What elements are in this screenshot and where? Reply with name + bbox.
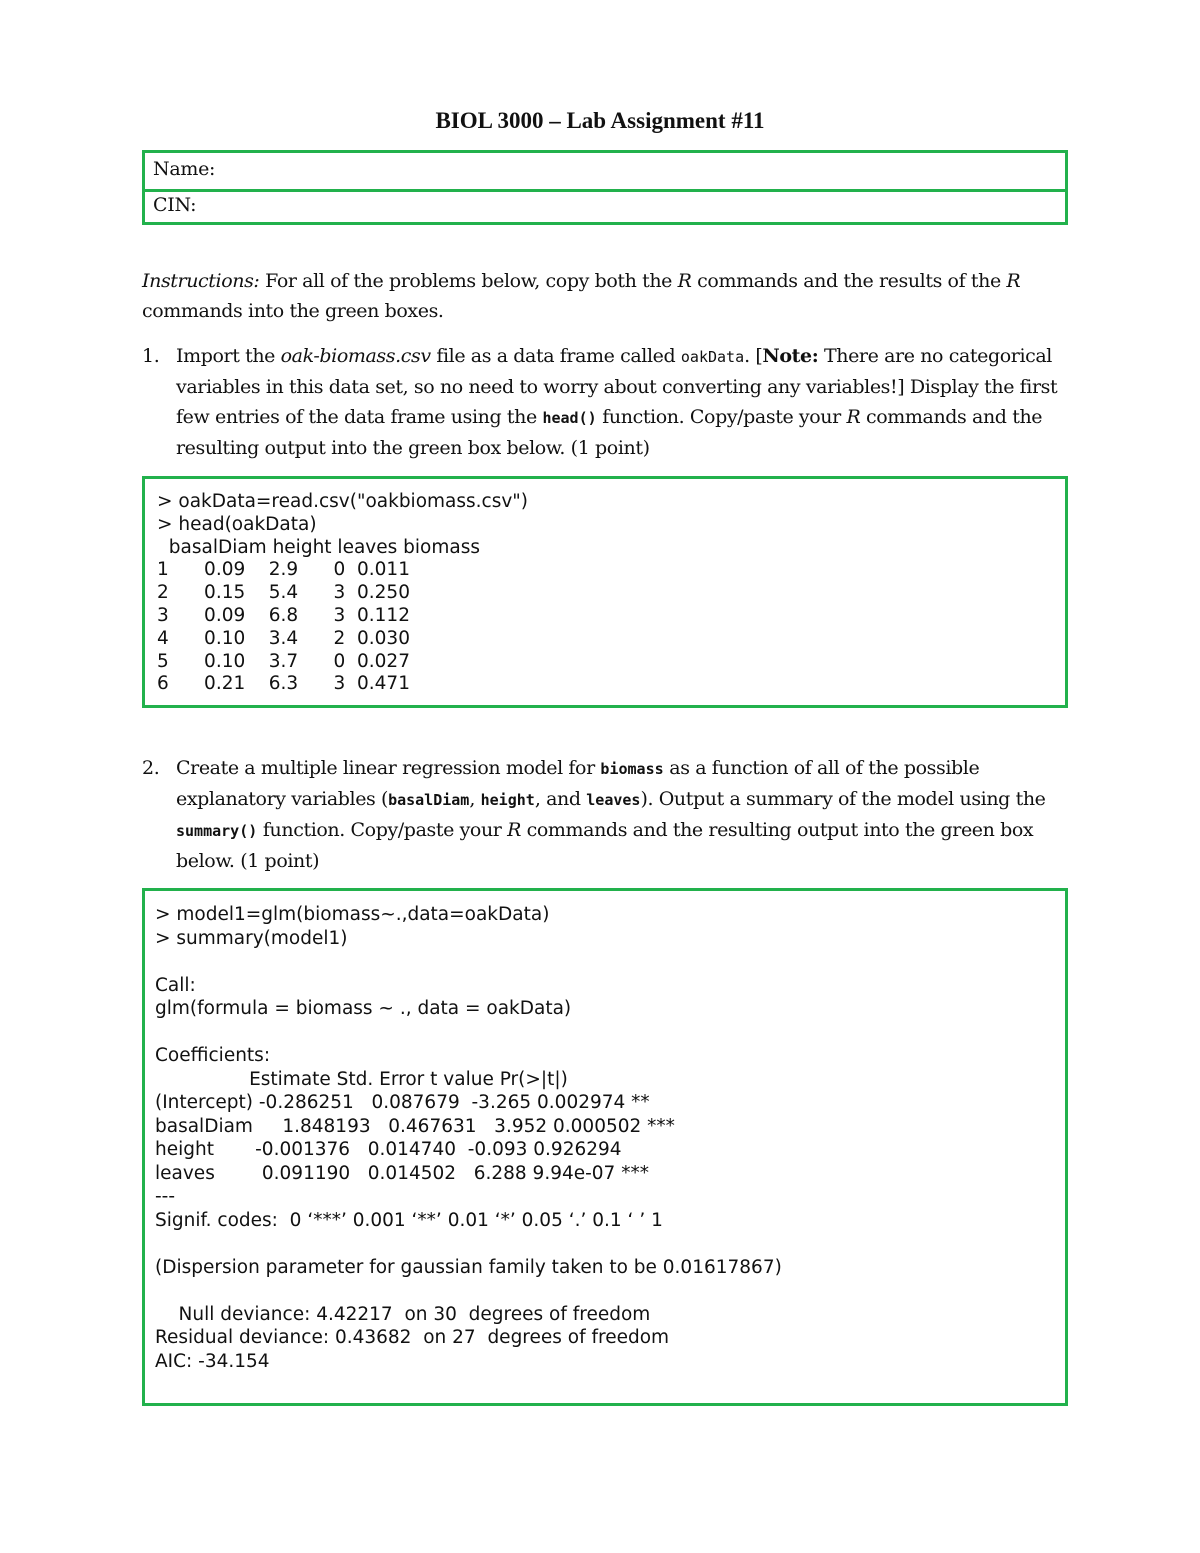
question-text-part: Create a multiple linear regression model for <box>176 757 601 779</box>
question-text-part: as a function of all of the possible explanatory variables ( <box>176 757 980 810</box>
inline-code: biomass <box>600 760 664 778</box>
instructions-paragraph <box>142 266 1072 326</box>
inline-code: leaves <box>586 791 641 809</box>
inline-code: summary() <box>176 822 258 840</box>
instructions-lead: Instructions: <box>142 270 260 292</box>
inline-code: oakData <box>680 348 745 366</box>
cin-field[interactable] <box>145 189 1065 222</box>
inline-code: head() <box>542 409 597 427</box>
name-field[interactable] <box>145 153 1065 189</box>
question-text-part: function. Copy/paste your <box>257 819 508 841</box>
question-text-part: , and <box>534 788 587 810</box>
r-name: R <box>507 819 522 841</box>
question-text-part: commands and the resulting output into the green box below. (1 point) <box>176 819 1034 872</box>
question-text-part: , <box>469 788 481 810</box>
cin-label: CIN: <box>153 194 197 216</box>
question-text-part: . [ <box>744 345 763 367</box>
question-number: 2. <box>142 757 160 779</box>
instructions-text: For all of the problems below, copy both the <box>259 270 678 292</box>
question-text <box>176 753 1072 876</box>
question-text-part: function. Copy/paste your <box>596 406 847 428</box>
instructions-text: commands and the results of the <box>691 270 1007 292</box>
question-text-part: commands and the resulting output into the green box below. (1 point) <box>176 406 1043 459</box>
r-name: R <box>1006 270 1021 292</box>
r-name: R <box>846 406 861 428</box>
answer-box-1[interactable] <box>142 476 1068 708</box>
r-console-output: > model1=glm(biomass~.,data=oakData) > summary(model1) Call: glm(formula = biomass ~ ., data = oakData) Coefficients: Estimate Std. Error t value Pr(>|t|) (Intercept) -0.286251 0.087679 -3.265 0.002974 ** basalDiam 1.848193 0.467631 3.952 0.000502 *** height -0.001376 0.014740 -0.093 0.926294 leaves 0.091190 0.014502 6.288 9.94e-07 *** --- Signif. codes: 0 ‘***’ 0.001 ‘**’ 0.01 ‘*’ 0.05 ‘.’ 0.1 ‘ ’ 1 (Dispersion parameter for gaussian family taken to be 0.01617867) Null deviance: 4.42217 on 30 degrees of freedom Residual deviance: 0.43682 on 27 degrees of freedom AIC: -34.154 <box>155 904 782 1372</box>
question-1 <box>142 341 1072 463</box>
note-label: Note: <box>762 345 819 367</box>
question-text-part: file as a data frame called <box>430 345 681 367</box>
answer-box-2[interactable] <box>142 888 1068 1406</box>
r-name: R <box>677 270 692 292</box>
name-label: Name: <box>153 158 216 180</box>
question-text-part: ). Output a summary of the model using the <box>640 788 1046 810</box>
instructions-text: commands into the green boxes. <box>142 300 444 322</box>
question-text-part: Import the <box>176 345 281 367</box>
question-2 <box>142 753 1072 876</box>
student-id-table <box>142 150 1068 225</box>
file-name: oak-biomass.csv <box>280 345 431 367</box>
inline-code: height <box>480 791 535 809</box>
question-text <box>176 341 1072 463</box>
inline-code: basalDiam <box>388 791 470 809</box>
question-number: 1. <box>142 345 160 367</box>
r-console-output: > oakData=read.csv("oakbiomass.csv") > head(oakData) basalDiam height leaves biomass 1 0.09 2.9 0 0.011 2 0.15 5.4 3 0.250 3 0.09 6.8 3 0.112 4 0.10 3.4 2 0.030 5 0.10 3.7 0 0.027 6 0.21 6.3 3 0.471 <box>157 491 529 695</box>
page-title: BIOL 3000 – Lab Assignment #11 <box>435 108 765 133</box>
question-text-part: There are no categorical variables in this data set, so no need to worry about converting any variables!] Display the first few entries of the data frame using the <box>176 345 1058 428</box>
